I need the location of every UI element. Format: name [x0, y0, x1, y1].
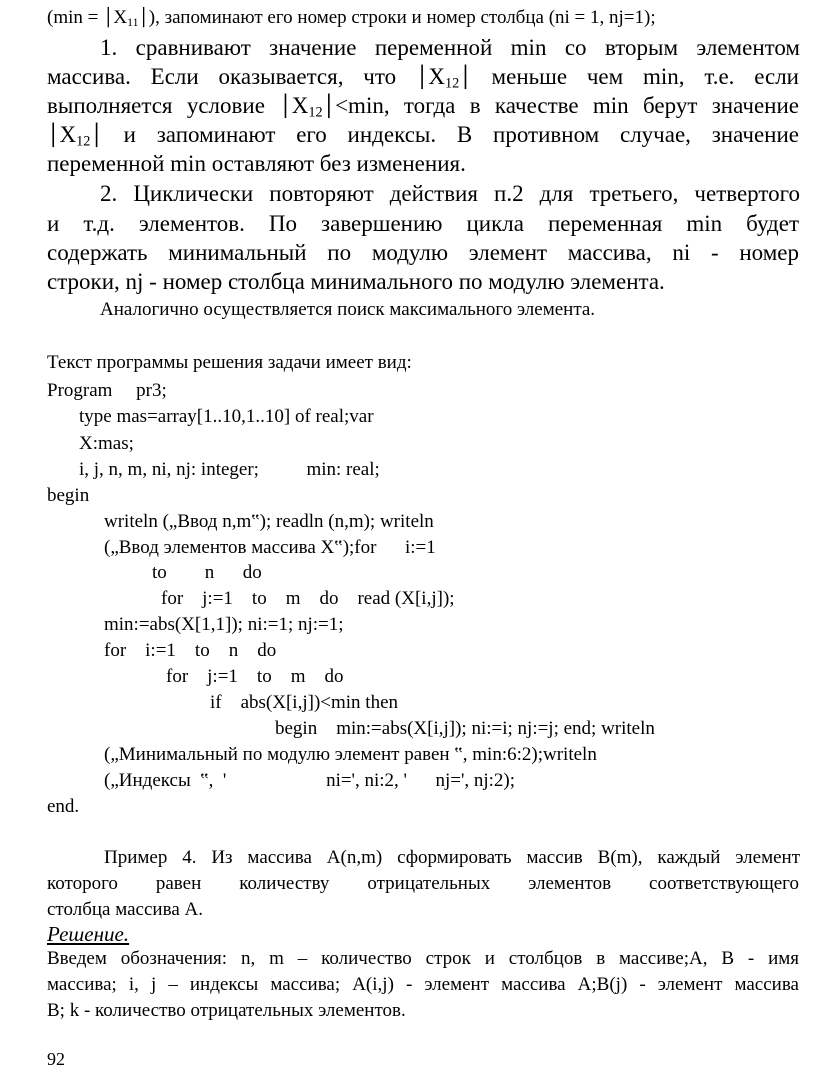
code-line: begin — [47, 485, 90, 506]
notation-line2: массива; i, j – индексы массива; A(i,j) - элемент массива A;B(j) - элемент массива — [47, 974, 799, 995]
item2-line4: строки, nj - номер столбца минимального по модулю элемента. — [47, 269, 665, 294]
item1-line3 — [47, 94, 799, 120]
solution-heading: Решение. — [47, 922, 130, 946]
example4-line2: которого равен количеству отрицательных элементов соответствующего — [47, 873, 799, 894]
text-fragment: и запоминают его индексы. В противном случае, значение — [102, 122, 799, 147]
item1-line4 — [47, 123, 799, 149]
page-number: 92 — [47, 1049, 65, 1069]
code-line: for i:=1 to n do — [104, 640, 277, 661]
variable-x: X — [291, 93, 309, 118]
variable-x: X — [113, 7, 128, 28]
item1-line2 — [47, 65, 799, 91]
abs-bar: │ — [459, 65, 472, 89]
example4-line1: Пример 4. Из массива A(n,m) сформировать массив B(m), каждый элемент — [104, 847, 800, 868]
code-line: min:=abs(X[1,1]); ni:=1; nj:=1; — [104, 614, 344, 635]
item2-line2: и т.д. элементов. По завершению цикла переменная min будет — [47, 211, 799, 236]
code-line: if abs(X[i,j])<min then — [210, 692, 399, 713]
text-fragment: меньше чем min, т.е. если — [471, 64, 799, 89]
code-line: („Индексы ‟, ' ni=', ni:2, ' nj=', nj:2); — [104, 770, 516, 791]
code-line: for j:=1 to m do read (X[i,j]); — [161, 588, 455, 609]
variable-x: X — [59, 122, 77, 147]
abs-bar: │ — [415, 65, 429, 89]
item2-line1: 2. Циклически повторяют действия п.2 для третьего, четвертого — [100, 181, 800, 206]
abs-bar: │ — [138, 8, 149, 28]
code-line: i, j, n, m, ni, nj: integer; min: real; — [79, 459, 380, 480]
text-fragment: массива. Если оказывается, что — [47, 64, 416, 89]
notation-line1: Введем обозначения: n, m – количество строк и столбцов в массиве;A, B - имя — [47, 948, 799, 969]
abs-bar: │ — [47, 123, 60, 147]
abs-bar: │ — [90, 123, 103, 147]
subscript: 11 — [127, 15, 139, 29]
text-fragment: ), запоминают его номер строки и номер столбца (ni = 1, nj=1); — [148, 7, 656, 28]
item2-line3: содержать минимальный по модулю элемент массива, ni - номер — [47, 240, 799, 265]
subscript: 12 — [445, 75, 460, 92]
code-line: („Ввод элементов массива X‟);for i:=1 — [104, 537, 436, 558]
abs-bar: │ — [322, 94, 336, 118]
abs-bar: │ — [103, 8, 114, 28]
text-fragment: <min, тогда в качестве min берут значение — [335, 93, 799, 118]
code-line: X:mas; — [79, 433, 134, 454]
item1-line5: переменной min оставляют без изменения. — [47, 151, 466, 176]
code-line: writeln („Ввод n,m‟); readln (n,m); writeln — [104, 511, 434, 532]
subscript: 12 — [76, 133, 91, 150]
text-fragment: выполняется условие — [47, 93, 280, 118]
code-line: for j:=1 to m do — [166, 666, 344, 687]
analog-line: Аналогично осуществляется поиск максимального элемента. — [100, 299, 596, 320]
code-line: („Минимальный по модулю элемент равен ‟, min:6:2);writeln — [104, 744, 597, 765]
code-line: end. — [47, 796, 80, 817]
text-fragment: (min = — [47, 7, 104, 28]
abs-bar: │ — [279, 94, 292, 118]
notation-line3: B; k - количество отрицательных элементов. — [47, 1000, 406, 1021]
item1-line1: 1. сравнивают значение переменной min со вторым элементом — [100, 35, 800, 60]
subscript: 12 — [308, 104, 323, 121]
example4-line3: столбца массива A. — [47, 899, 203, 920]
variable-x: X — [428, 64, 446, 89]
code-line: Program pr3; — [47, 380, 167, 401]
code-line: type mas=array[1..10,1..10] of real;var — [79, 406, 374, 427]
code-line: to n do — [152, 562, 262, 583]
paragraph-top-line — [47, 8, 656, 29]
program-intro: Текст программы решения задачи имеет вид: — [47, 352, 412, 373]
code-line: begin min:=abs(X[i,j]); ni:=i; nj:=j; end; writeln — [275, 718, 655, 739]
